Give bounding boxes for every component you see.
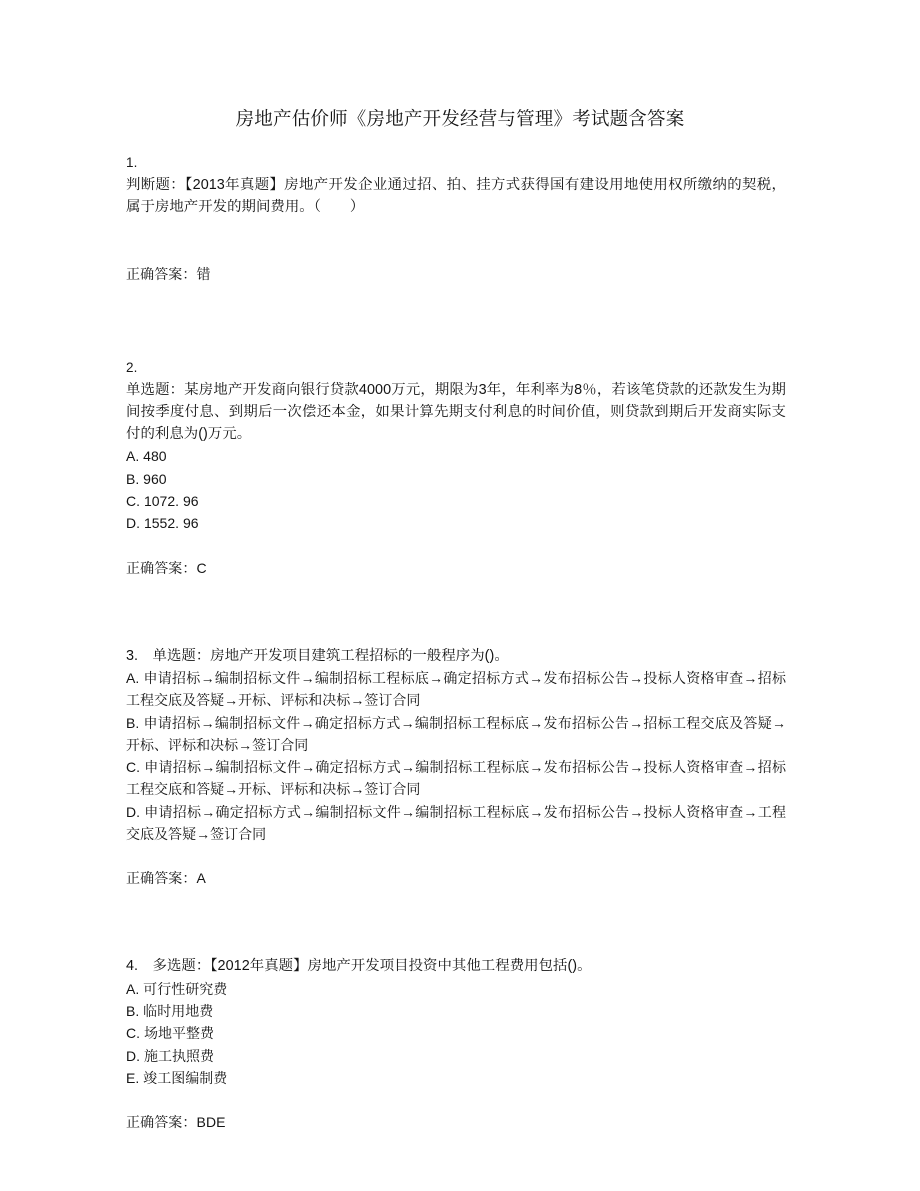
option-a: A. 可行性研究费 (126, 980, 228, 997)
option-c: C. 1072. 96 (126, 493, 199, 510)
question-list (126, 152, 786, 1155)
spacer (126, 601, 786, 645)
answer-line: 正确答案：BDE (126, 1114, 226, 1131)
question-number: 1. (126, 155, 138, 170)
spacer (126, 911, 786, 955)
question-item (126, 152, 786, 285)
option-d: D. 申请招标→确定招标方式→编制招标文件→编制招标工程标底→发布招标公告→投标人资格审查→工程交底及答疑→签订合同 (126, 803, 786, 843)
option-b: B. 临时用地费 (126, 1002, 214, 1019)
question-number: 2. (126, 359, 138, 375)
question-item (126, 955, 786, 1133)
question-stem: 3. 单选题：房地产开发项目建筑工程招标的一般程序为()。 (126, 647, 509, 664)
question-item (126, 357, 786, 579)
option-list (126, 667, 786, 845)
option-a: A. 480 (126, 448, 167, 465)
option-c: C. 场地平整费 (126, 1025, 215, 1042)
spacer (126, 307, 786, 357)
spacer (126, 219, 786, 263)
question-item (126, 645, 786, 890)
spacer (126, 535, 786, 557)
answer-line: 正确答案：错 (126, 265, 211, 282)
question-stem: 4. 多选题：【2012年真题】房地产开发项目投资中其他工程费用包括()。 (126, 958, 592, 975)
option-c: C. 申请招标→编制招标文件→确定招标方式→编制招标工程标底→发布招标公告→投标人资格审查→招标工程交底和答疑→开标、评标和决标→签订合同 (126, 759, 786, 798)
spacer (126, 1089, 786, 1111)
option-list (126, 445, 786, 534)
answer-line: 正确答案：C (126, 559, 207, 576)
option-list (126, 978, 786, 1089)
option-a: A. 申请招标→编制招标文件→编制招标工程标底→确定招标方式→发布招标公告→投标人资格审查→招标工程交底及答疑→开标、评标和决标→签订合同 (126, 669, 786, 709)
spacer (126, 845, 786, 867)
option-e: E. 竣工图编制费 (126, 1069, 228, 1086)
option-d: D. 施工执照费 (126, 1047, 215, 1064)
question-stem: 单选题：某房地产开发商向银行贷款4000万元，期限为3年，年利率为8％，若该笔贷款的还款发生为期间按季度付息、到期后一次偿还本金，如果计算先期支付利息的时间价值，则贷款到期后开发商实际支付的利息为()万元。 (126, 381, 786, 443)
answer-line: 正确答案：A (126, 870, 206, 887)
option-b: B. 申请招标→编制招标文件→确定招标方式→编制招标工程标底→发布招标公告→招标工程交底及答疑→开标、评标和决标→签订合同 (126, 714, 786, 753)
question-stem: 判断题：【2013年真题】房地产开发企业通过招、拍、挂方式获得国有建设用地使用权所缴纳的契税，属于房地产开发的期间费用。（ ） (126, 177, 786, 216)
page-title: 房地产估价师《房地产开发经营与管理》考试题含答案 (235, 110, 685, 130)
option-d: D. 1552. 96 (126, 515, 199, 532)
option-b: B. 960 (126, 470, 167, 487)
